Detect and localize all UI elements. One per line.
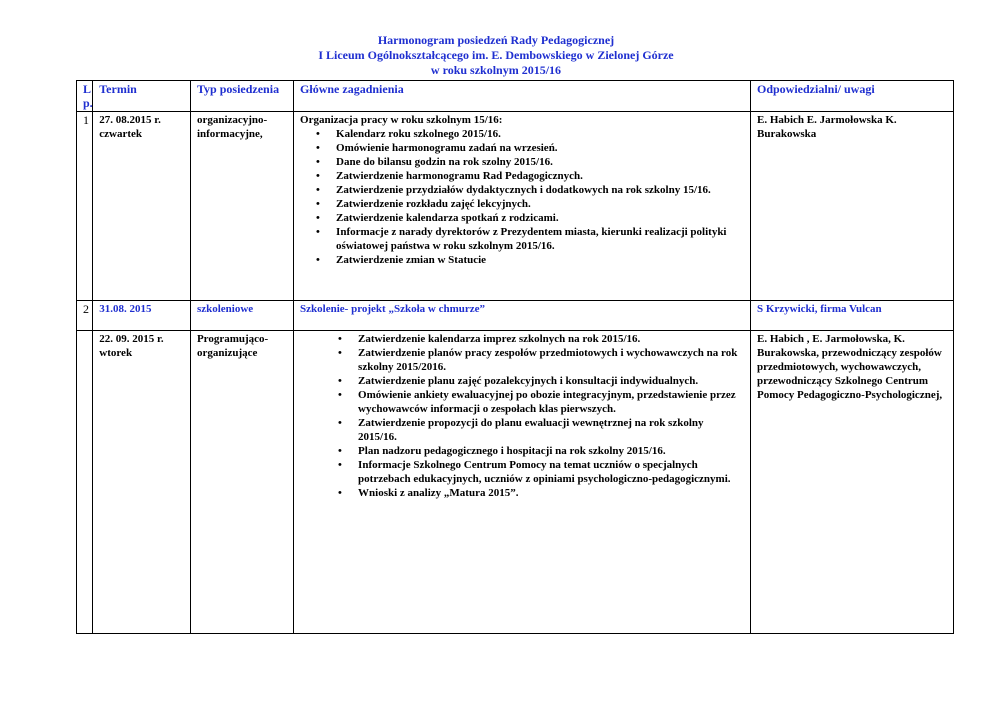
header-lp: L p.	[77, 81, 93, 112]
topic-list	[300, 332, 744, 500]
list-item: • Dane do bilansu godzin na rok szolny 2015/16.	[316, 156, 553, 168]
row-typ: organizacyjno-informacyjne,	[190, 112, 293, 301]
bullet-icon: •	[338, 417, 342, 429]
list-item: • Informacje z narady dyrektorów z Prezydentem miasta, kierunki realizacji polityki oświatowej państwa w roku szkolnym 2015/16.	[316, 226, 727, 252]
topic-list	[300, 127, 744, 267]
table-row	[77, 112, 954, 301]
header-zagadnienia: Główne zagadnienia	[294, 81, 751, 112]
bullet-icon: •	[316, 184, 320, 196]
row-typ: Programująco-organizujące	[190, 331, 293, 634]
row-termin: 31.08. 2015	[93, 301, 191, 331]
row-typ: szkoleniowe	[190, 301, 293, 331]
row-odpowiedzialni: E. Habich , E. Jarmołowska, K. Burakowska, przewodniczący zespołów przedmiotowych, wychowawczych, przewodniczący Szkolnego Centrum Pomocy Pedagogiczno-Psychologicznej,	[750, 331, 953, 634]
row-odpowiedzialni: S Krzywicki, firma Vulcan	[750, 301, 953, 331]
header-odpowiedzialni: Odpowiedzialni/ uwagi	[750, 81, 953, 112]
row-lp: 1	[77, 112, 93, 301]
bullet-icon: •	[316, 226, 320, 238]
list-item: • Zatwierdzenie przydziałów dydaktycznych i dodatkowych na rok szkolny 15/16.	[316, 184, 711, 196]
table-header-row	[77, 81, 954, 112]
title-line-1: Harmonogram posiedzeń Rady Pedagogicznej	[377, 33, 615, 47]
bullet-icon: •	[338, 389, 342, 401]
bullet-icon: •	[338, 347, 342, 359]
list-item: • Kalendarz roku szkolnego 2015/16.	[316, 128, 501, 140]
row-termin: 27. 08.2015 r. czwartek	[93, 112, 191, 301]
row-lp: 2	[77, 301, 93, 331]
bullet-icon: •	[316, 156, 320, 168]
row-zagadnienia	[294, 112, 751, 301]
list-item: • Zatwierdzenie zmian w Statucie	[316, 254, 487, 266]
header-typ: Typ posiedzenia	[190, 81, 293, 112]
bullet-icon: •	[316, 212, 320, 224]
list-item: • Zatwierdzenie harmonogramu Rad Pedagogicznych.	[316, 170, 583, 182]
row-intro: Organizacja pracy w roku szkolnym 15/16:	[300, 114, 503, 126]
bullet-icon: •	[316, 128, 320, 140]
list-item: • Zatwierdzenie planów pracy zespołów przedmiotowych i wychowawczych na rok szkolny 2015/2016.	[338, 347, 738, 373]
list-item: • Zatwierdzenie propozycji do planu ewaluacji wewnętrznej na rok szkolny 2015/16.	[338, 417, 704, 443]
list-item: • Omówienie ankiety ewaluacyjnej po obozie integracyjnym, przedstawienie przez wychowawców informacji o zespołach klas pierwszych.	[338, 389, 736, 415]
table-row	[77, 301, 954, 331]
bullet-icon: •	[338, 487, 342, 499]
list-item: • Zatwierdzenie planu zajęć pozalekcyjnych i konsultacji indywidualnych.	[338, 375, 699, 387]
bullet-icon: •	[316, 170, 320, 182]
list-item: • Zatwierdzenie kalendarza imprez szkolnych na rok 2015/16.	[338, 333, 641, 345]
bullet-icon: •	[338, 375, 342, 387]
schedule-table	[76, 80, 954, 634]
row-lp	[77, 331, 93, 634]
header-termin: Termin	[93, 81, 191, 112]
list-item: • Omówienie harmonogramu zadań na wrzesień.	[316, 142, 558, 154]
title-line-3: w roku szkolnym 2015/16	[430, 63, 562, 77]
bullet-icon: •	[338, 445, 342, 457]
list-item: • Zatwierdzenie rozkładu zajęć lekcyjnych.	[316, 198, 531, 210]
list-item: • Zatwierdzenie kalendarza spotkań z rodzicami.	[316, 212, 559, 224]
bullet-icon: •	[338, 459, 342, 471]
row-zagadnienia: Szkolenie- projekt „Szkoła w chmurze”	[294, 301, 751, 331]
list-item: • Wnioski z analizy „Matura 2015”.	[338, 487, 519, 499]
list-item: • Plan nadzoru pedagogicznego i hospitacji na rok szkolny 2015/16.	[338, 445, 666, 457]
bullet-icon: •	[316, 142, 320, 154]
row-termin: 22. 09. 2015 r. wtorek	[93, 331, 191, 634]
bullet-icon: •	[338, 333, 342, 345]
document-title	[0, 33, 992, 78]
row-zagadnienia	[294, 331, 751, 634]
bullet-icon: •	[316, 198, 320, 210]
table-row	[77, 331, 954, 634]
row-odpowiedzialni: E. Habich E. Jarmołowska K. Burakowska	[750, 112, 953, 301]
title-line-2: I Liceum Ogólnokształcącego im. E. Dembowskiego w Zielonej Górze	[318, 48, 674, 62]
list-item: • Informacje Szkolnego Centrum Pomocy na temat uczniów o specjalnych potrzebach edukacyjnych, uczniów z opiniami psychologiczno-pedagogicznymi.	[338, 459, 731, 485]
bullet-icon: •	[316, 254, 320, 266]
